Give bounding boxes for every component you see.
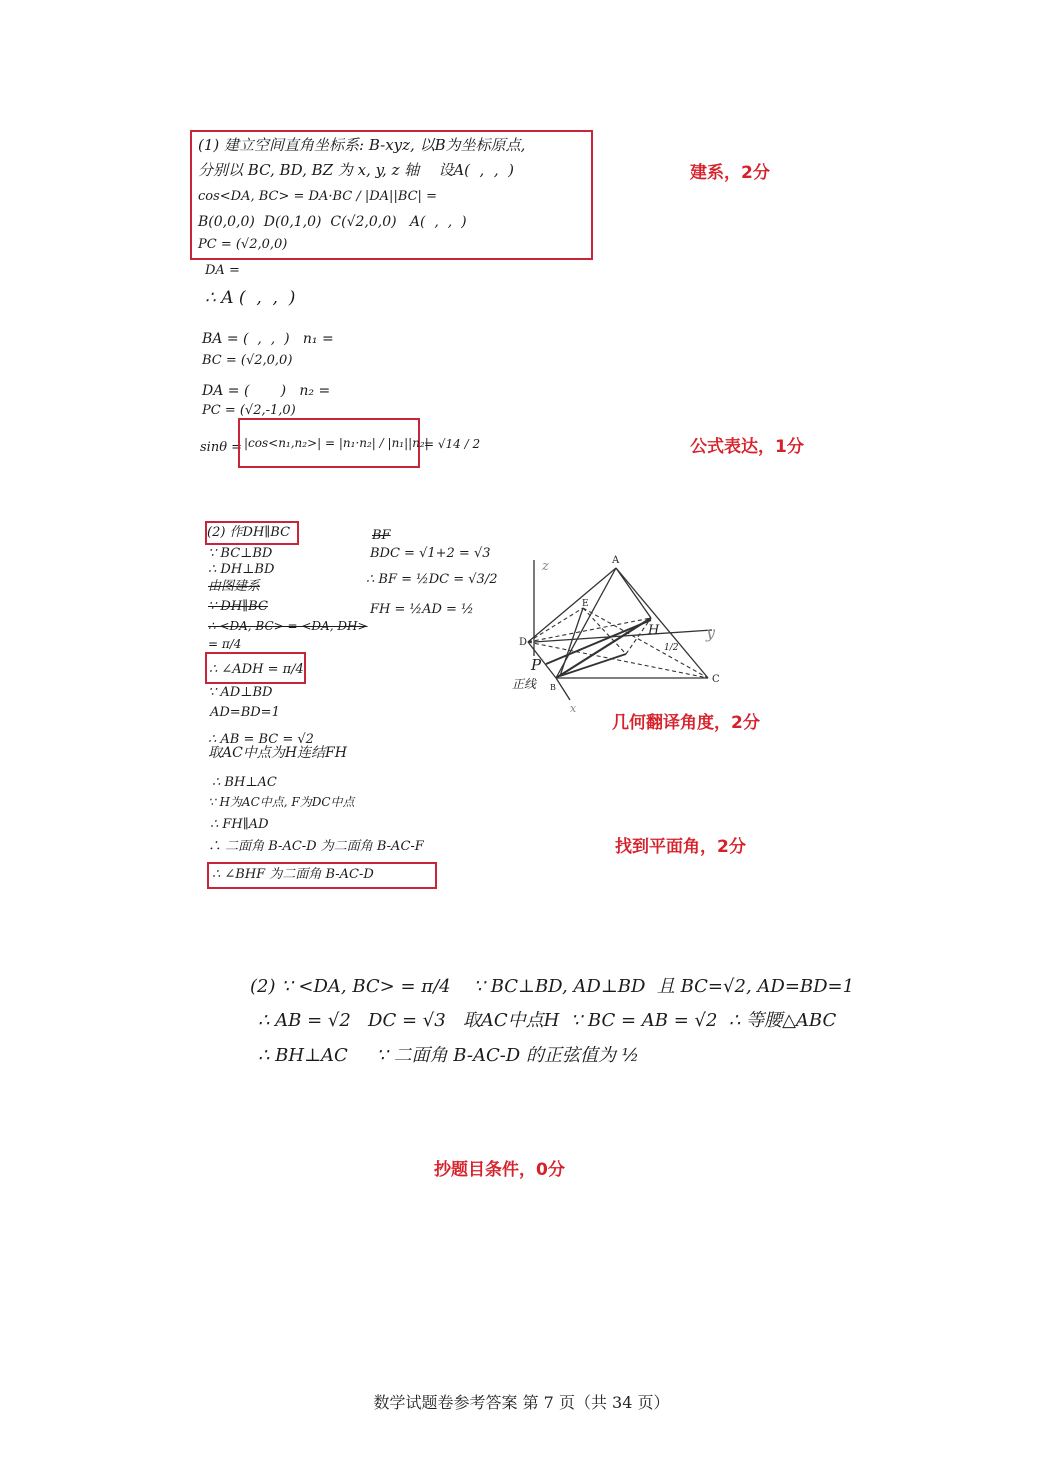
work-line-3: BA = ( , , ) n₁ = [202,331,334,347]
p2-line-3: 由图建系 [208,579,261,594]
work-line-6: PC = (√2,-1,0) [202,403,296,418]
formula-prefix: sinθ = [200,440,243,455]
annotation-formula: 公式表达，1分 [690,437,804,457]
edge-PH [546,620,651,664]
side-line-2: BDC = √1+2 = √3 [370,546,491,561]
formula-result: = √14 / 2 [424,437,481,451]
label-D: D [519,637,528,648]
label-z: z [542,559,549,574]
label-note: 正线 [512,677,537,691]
annotation-copy: 抄题目条件，0分 [434,1160,565,1180]
work-line-4: BC = (√2,0,0) [202,353,293,368]
edge-EC [583,608,708,678]
annotation-setup: 建系，2分 [690,163,770,183]
setup-line-1: (1) 建立空间直角坐标系: B-xyz, 以B为坐标原点, [198,136,526,154]
construct-text: (2) 作DH∥BC [207,525,291,540]
setup-line-3: cos<DA, BC> = DA·BC / |DA||BC| = [198,189,437,204]
p2-line-1: ∵ BC⊥BD [208,546,273,561]
annotation-geometry: 几何翻译角度，2分 [612,713,760,733]
p2-line-9: ∴ AB = BC = √2 [208,732,314,747]
p2-line-6: = π/4 [208,637,242,651]
p2-line-11: ∴ BH⊥AC [212,775,277,790]
angle-text: ∴ ∠ADH = π/4 [209,662,304,677]
p3-line-3: ∴ BH⊥AC ∵ 二面角 B-AC-D 的正弦值为 ½ [258,1045,640,1066]
p2-line-13: ∴ FH∥AD [210,817,269,832]
side-line-1: BF [372,528,391,543]
setup-line-5: PC = (√2,0,0) [198,237,288,252]
label-P: P [531,656,542,674]
label-C: C [712,674,720,685]
edge-AC [616,568,708,678]
p3-line-1: (2) ∵ <DA, BC> = π/4 ∵ BC⊥BD, AD⊥BD 且 BC=√2, AD=BD=1 [250,976,855,997]
p2-line-5: ∴ <DA, BC> = <DA, DH> [208,619,368,633]
p2-line-12: ∵ H为AC中点, F为DC中点 [208,795,355,809]
p2-line-14: ∴ 二面角 B-AC-D 为二面角 B-AC-F [208,839,424,854]
p2-line-7: ∵ AD⊥BD [208,685,273,700]
page-footer: 数学试题卷参考答案 第 7 页（共 34 页） [373,1393,670,1412]
plane-angle-text: ∴ ∠BHF 为二面角 B-AC-D [212,867,374,882]
label-half: 1/2 [664,643,679,653]
label-A: A [612,555,620,566]
work-line-5: DA = ( ) n₂ = [202,383,331,399]
edge-EB [560,608,583,676]
side-line-4: FH = ½AD = ½ [370,602,474,617]
p2-line-10: 取AC中点为H连结FH [208,745,347,761]
side-line-3: ∴ BF = ½DC = √3/2 [366,572,498,587]
formula-boxed: |cos<n₁,n₂>| = |n₁·n₂| / |n₁||n₂| [244,436,429,450]
edge-mid [560,654,626,676]
p3-line-2: ∴ AB = √2 DC = √3 取AC中点H ∵ BC = AB = √2 ∴ 等腰△ABC [258,1010,837,1031]
setup-line-2: 分别以 BC, BD, BZ 为 x, y, z 轴 设A( , , ) [198,161,515,179]
axis-x [556,678,570,700]
label-E: E [582,599,589,609]
label-y: y [706,623,716,642]
label-B: B [550,683,556,692]
p2-line-4: ∵ DH∥BC [208,599,268,614]
work-line-1: DA = [205,263,240,278]
annotation-plane: 找到平面角，2分 [615,837,746,857]
edge-DE [528,608,583,642]
p2-line-8: AD=BD=1 [210,705,280,720]
setup-line-4: B(0,0,0) D(0,1,0) C(√2,0,0) A( , , ) [198,214,467,230]
label-H: H [648,623,660,638]
label-x: x [570,702,577,712]
edge-AH [616,568,651,618]
work-line-2: ∴ A ( , , ) [205,288,296,308]
p2-line-2: ∴ DH⊥BD [208,562,275,577]
geometry-figure [508,548,730,712]
edge-AD [528,568,616,642]
